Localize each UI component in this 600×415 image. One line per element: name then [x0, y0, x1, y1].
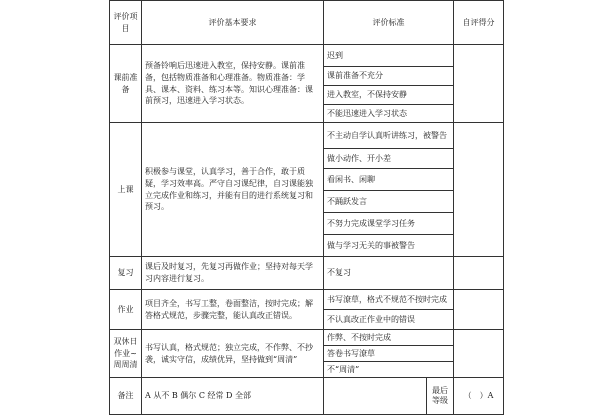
header-requirements: 评价基本要求: [142, 1, 324, 45]
criterion: 不认真改正作业中的错误: [324, 310, 454, 330]
criterion: 不复习: [324, 257, 454, 290]
section-prep-requirements: 预备铃响后迅速进入教室，保持安静。课前准备，包括物质准备和心理准备。物质准备：学具、课本、资料、练习本等。知识心理准备：课前预习，迅速进入学习状态。: [142, 45, 324, 123]
criterion: 不努力完成课堂学习任务: [324, 213, 454, 235]
criterion: 做与学习无关的事被警告: [324, 235, 454, 257]
criterion: 书写潦草，格式不规范不按时完成: [324, 290, 454, 310]
header-criteria: 评价标准: [324, 1, 454, 45]
criterion: 做小动作、开小差: [324, 149, 454, 169]
header-self-score: 自评得分: [454, 1, 504, 45]
criterion: 进入教室，不保持安静: [324, 86, 454, 105]
self-score-cell[interactable]: [454, 45, 504, 123]
criterion: 不主动自学认真听讲练习，被警告: [324, 123, 454, 149]
footer-label: 备注: [110, 378, 142, 415]
self-score-cell[interactable]: [454, 123, 504, 257]
self-score-cell[interactable]: [454, 330, 504, 378]
section-class-name: 上课: [110, 123, 142, 257]
header-row: [110, 1, 504, 45]
final-grade-label: 最后等级: [432, 385, 448, 405]
criterion: 课前准备不充分: [324, 67, 454, 86]
evaluation-table: [109, 0, 504, 415]
header-item: 评价项目: [110, 1, 142, 45]
section-prep-name: 课前准备: [110, 45, 142, 123]
section-weekend-requirements: 书写认真，格式规范；独立完成，不作弊、不抄袭，诚实守信，成绩优异，坚持做到“周清”: [142, 330, 324, 378]
footer-row: [110, 378, 504, 415]
section-weekend-name: 双休日作业~周周清: [110, 330, 142, 378]
criterion: 作弊、不按时完成: [324, 330, 454, 346]
section-homework-requirements: 项目齐全，书写工整，卷面整洁，按时完成；解答格式规范，步骤完整，能认真改正错误。: [142, 290, 324, 330]
criterion: 不踊跃发言: [324, 191, 454, 213]
criterion: 不能迅速进入学习状态: [324, 105, 454, 123]
section-homework-name: 作业: [110, 290, 142, 330]
criterion: 看闲书、闲聊: [324, 169, 454, 191]
self-score-cell[interactable]: [454, 290, 504, 330]
final-grade-value[interactable]: （ ）A: [454, 378, 504, 415]
self-score-cell[interactable]: [454, 257, 504, 290]
section-review-name: 复习: [110, 257, 142, 290]
section-class-requirements: 积极参与课堂，认真学习，善于合作，敢于质疑，学习效率高。严守自习课纪律，自习课能独立完成作业和练习，并能有目的进行系统复习和预习。: [142, 123, 324, 257]
criterion: 不“周清”: [324, 362, 454, 378]
criterion: 答卷书写潦草: [324, 346, 454, 362]
footer-note: A 从不 B 偶尔 C 经常 D 全部: [142, 378, 324, 415]
criterion: 迟到: [324, 45, 454, 67]
section-review-requirements: 课后及时复习，先复习再做作业；坚持对每天学习内容进行复习。: [142, 257, 324, 290]
